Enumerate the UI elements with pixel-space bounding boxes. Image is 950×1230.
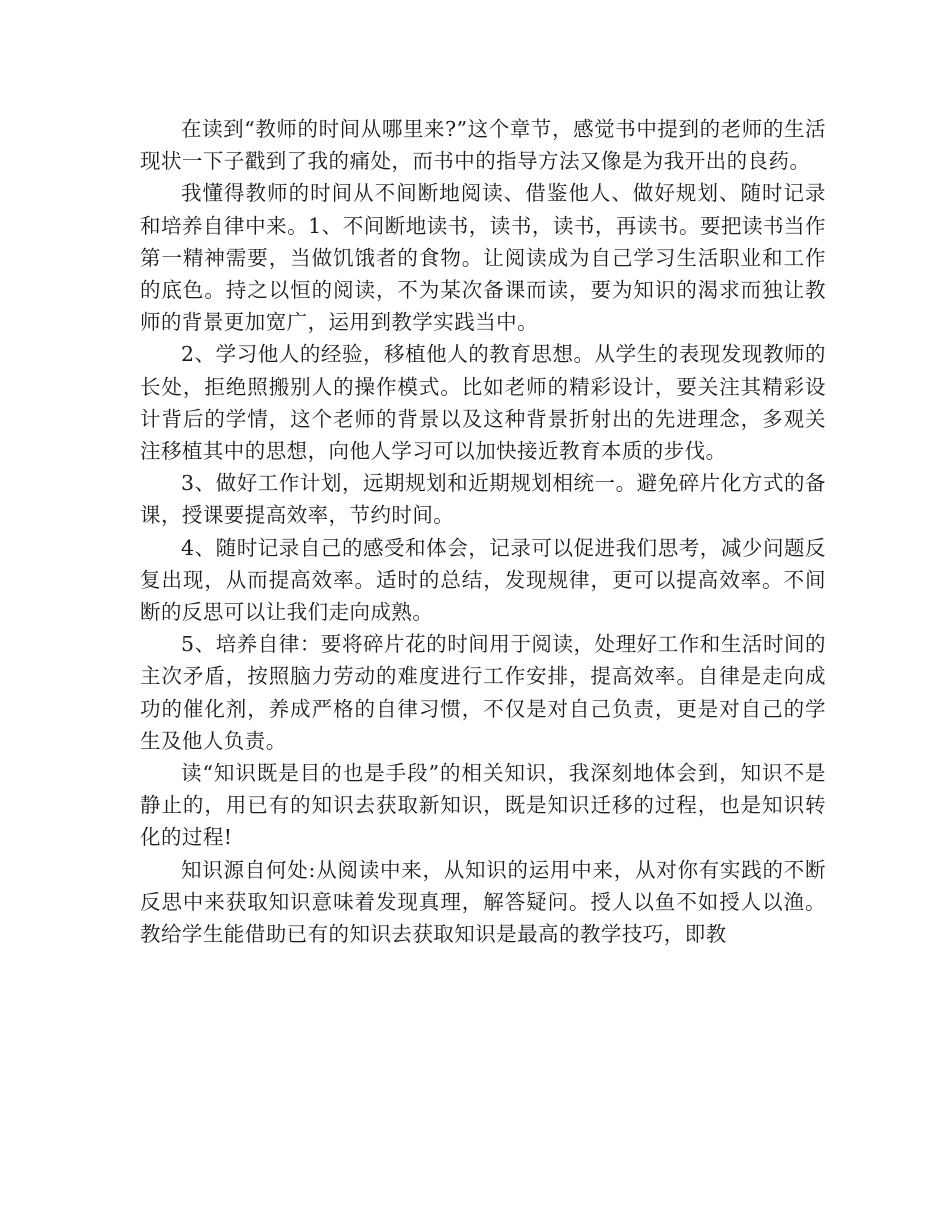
paragraph-6: 5、培养自律：要将碎片花的时间用于阅读，处理好工作和生活时间的主次矛盾，按照脑力劳动的难度进行工作安排，提高效率。自律是走向成功的催化剂，养成严格的自律习惯，不仅是对自己负责，更是对自己的学生及他人负责。 — [140, 632, 826, 753]
document-body — [140, 113, 826, 950]
paragraph-5: 4、随时记录自己的感受和体会，记录可以促进我们思考，减少问题反复出现，从而提高效率。适时的总结，发现规律，更可以提高效率。不间断的反思可以让我们走向成熟。 — [140, 535, 826, 625]
paragraph-3: 2、学习他人的经验，移植他人的教育思想。从学生的表现发现教师的长处，拒绝照搬别人的操作模式。比如老师的精彩设计，要关注其精彩设计背后的学情，这个老师的背景以及这种背景折射出的先进理念，多观关注移植其中的思想，向他人学习可以加快接近教育本质的步伐。 — [140, 342, 826, 464]
paragraph-4: 3、做好工作计划，远期规划和近期规划相统一。避免碎片化方式的备课，授课要提高效率，节约时间。 — [140, 471, 826, 528]
paragraph-7: 读“知识既是目的也是手段”的相关知识，我深刻地体会到，知识不是静止的，用已有的知识去获取新知识，既是知识迁移的过程，也是知识转化的过程! — [140, 761, 826, 850]
paragraph-1: 在读到“教师的时间从哪里来?”这个章节，感觉书中提到的老师的生活现状一下子戳到了我的痛处，而书中的指导方法又像是为我开出的良药。 — [140, 117, 826, 174]
paragraph-8: 知识源自何处:从阅读中来，从知识的运用中来，从对你有实践的不断反思中来获取知识意味着发现真理，解答疑问。授人以鱼不如授人以渔。教给学生能借助已有的知识去获取知识是最高的教学技巧，即教 — [140, 857, 826, 947]
paragraph-2: 我懂得教师的时间从不间断地阅读、借鉴他人、做好规划、随时记录和培养自律中来。1、不间断地读书，读书，读书，再读书。要把读书当作第一精神需要，当做饥饿者的食物。让阅读成为自己学习生活职业和工作的底色。持之以恒的阅读，不为某次备课而读，要为知识的渴求而独让教师的背景更加宽广，运用到教学实践当中。 — [140, 181, 826, 335]
